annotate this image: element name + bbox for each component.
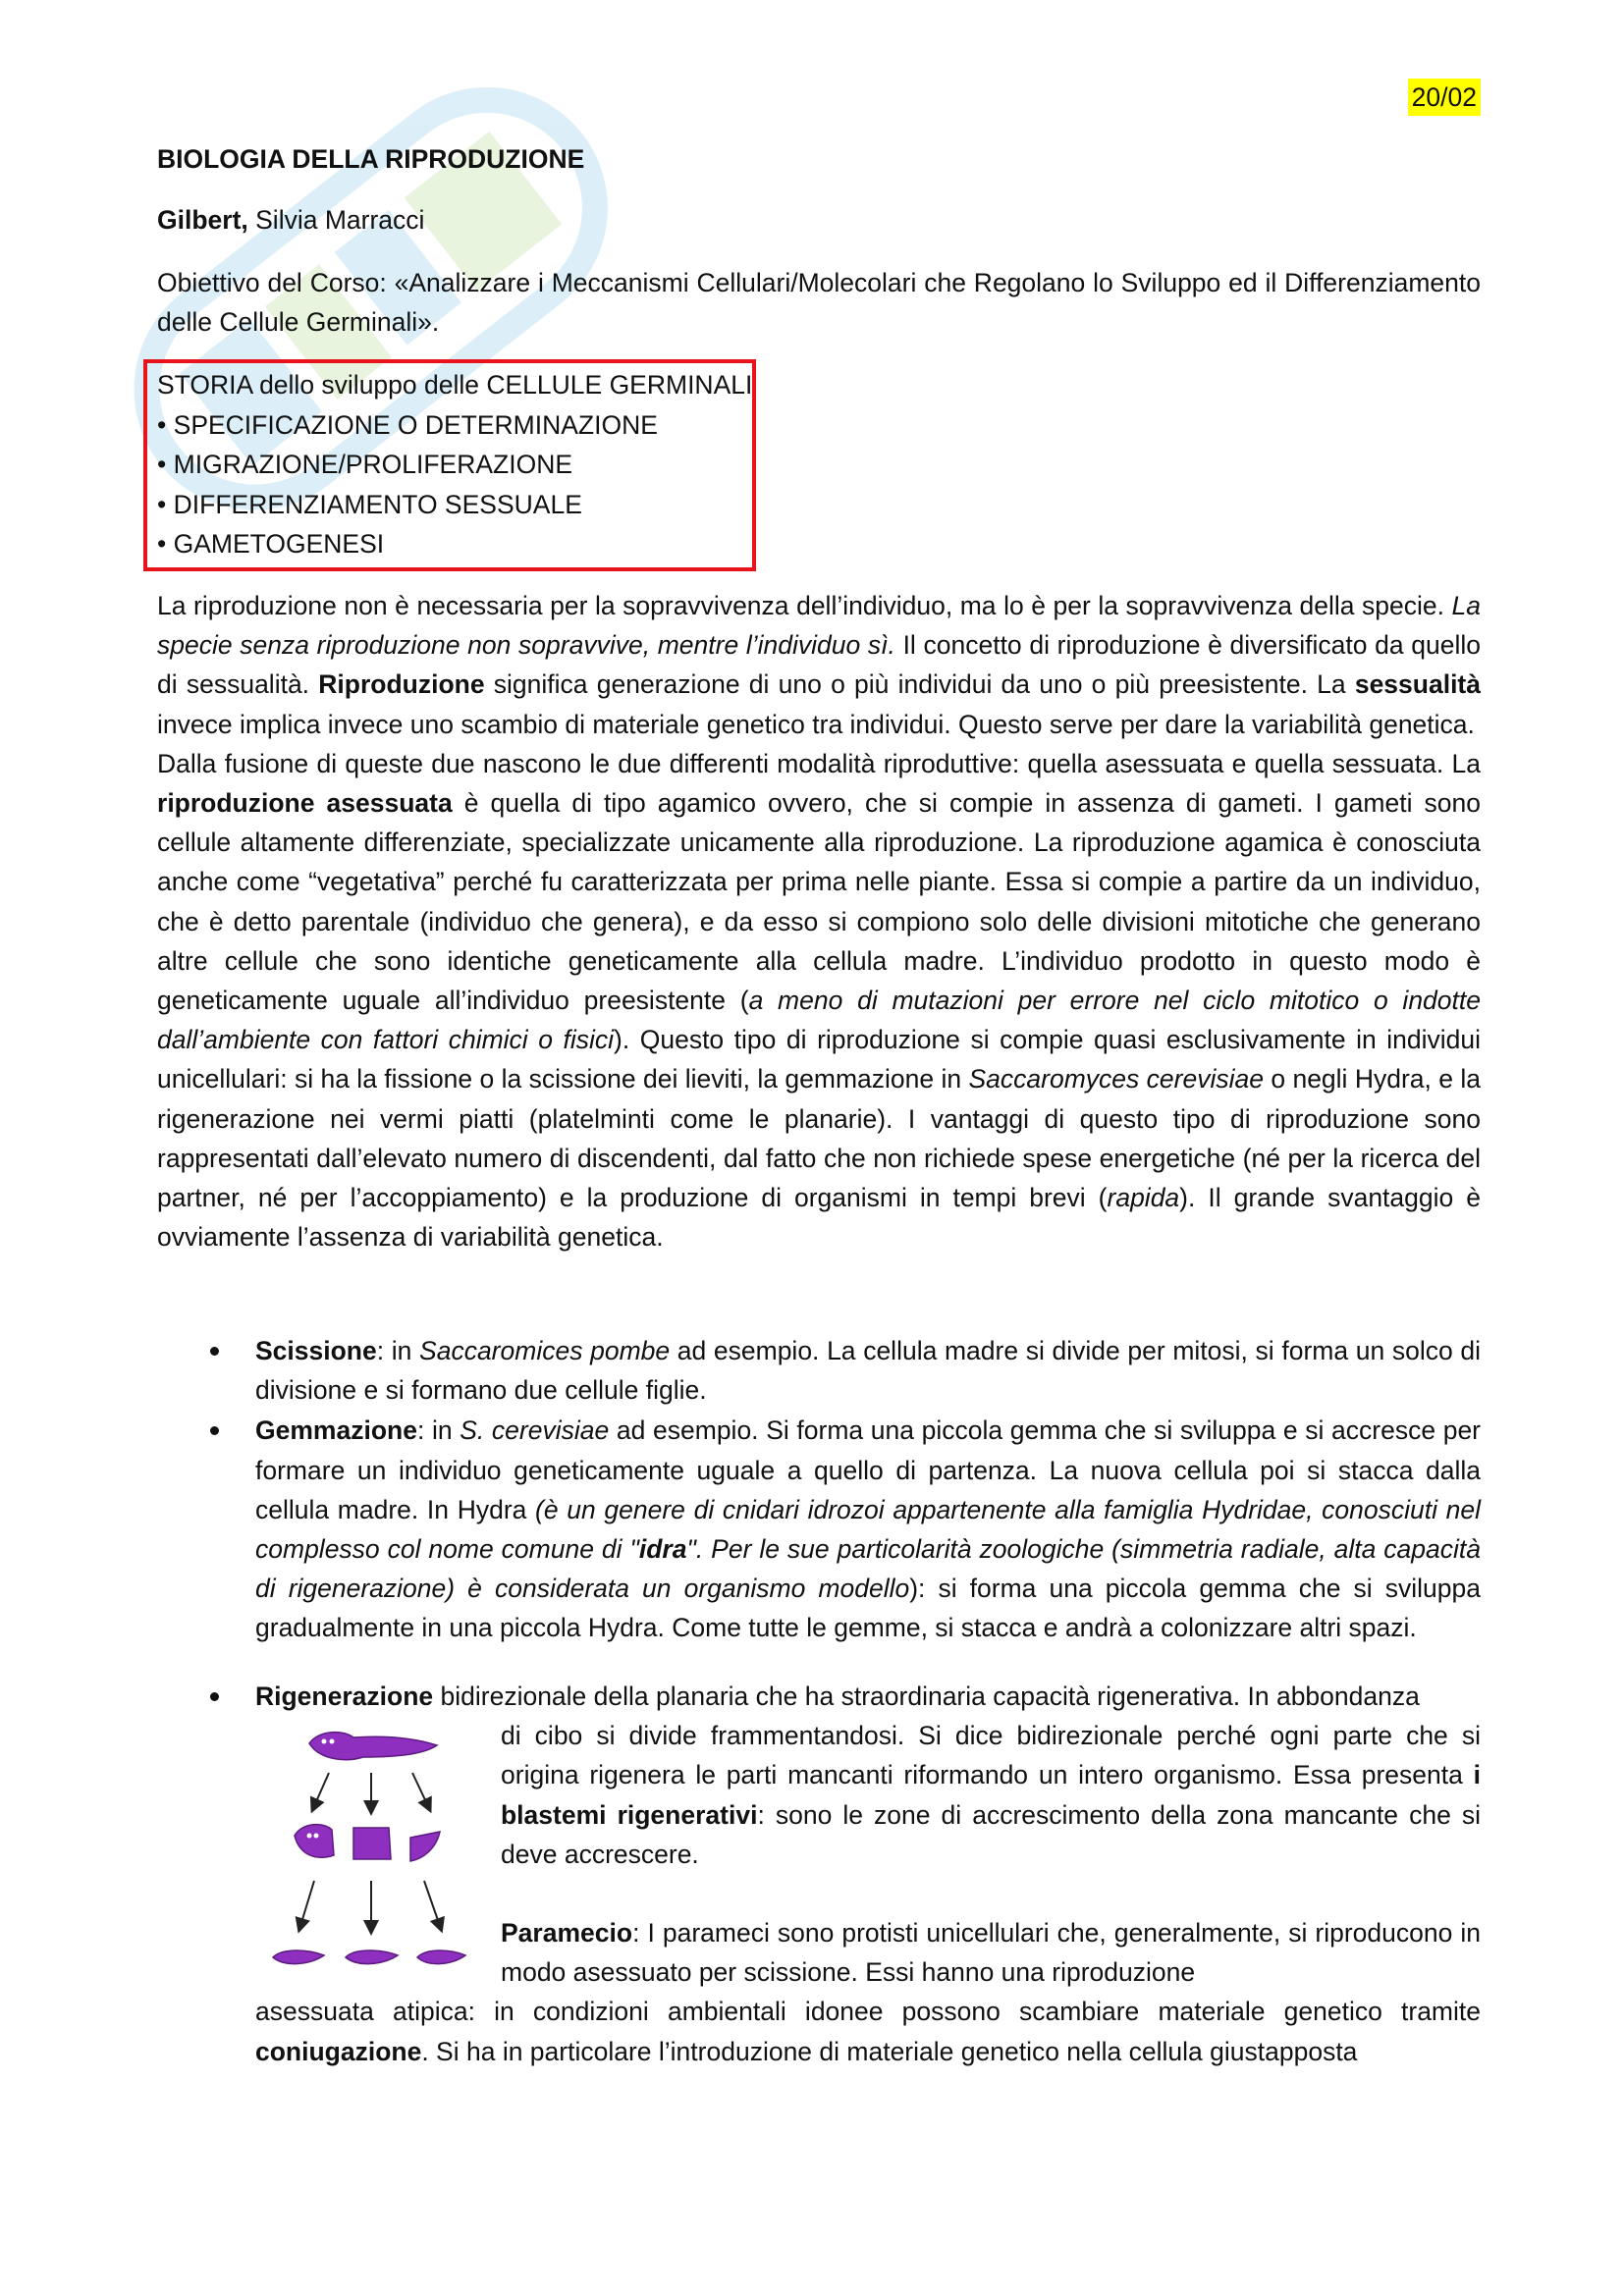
- arrow-icon: [314, 1773, 329, 1806]
- story-item: • DIFFERENZIAMENTO SESSUALE: [157, 489, 582, 519]
- arrow-icon: [424, 1881, 440, 1926]
- story-item: • GAMETOGENESI: [157, 529, 385, 559]
- paramecio-text-continued: asessuata atipica: in condizioni ambientali idonee possono scambiare materiale genetico tramite coniugazione. Si ha in particolare l’introduzione di materiale genetico nella cellula giustapposta: [255, 1997, 1481, 2066]
- author-teacher: Silvia Marracci: [247, 205, 425, 235]
- course-objective: Obiettivo del Corso: «Analizzare i Meccanismi Cellulari/Molecolari che Regolano lo Sviluppo ed il Differenziamento delle Cellule Germinali».: [157, 268, 1481, 338]
- arrow-icon: [300, 1881, 314, 1926]
- intro-paragraph-2: Dalla fusione di queste due nascono le due differenti modalità riproduttive: quella asessuata e quella sessuata. La riproduzione asessuata è quella di tipo agamico ovvero, che si compie in assenza di gameti. I gameti sono cellule altamente differenziate, specializzate unicamente alla riproduzione. La riproduzione agamica è conosciuta anche come “vegetativa” perché fu caratterizzata per prima nelle piante. Essa si compie a partire da un individuo, che è detto parentale (individuo che genera), e da esso si compiono solo delle divisioni mitotiche che generano altre cellule che sono identiche geneticamente alla cellula madre. L’individuo prodotto in questo modo è geneticamente uguale all’individuo preesistente (a meno di mutazioni per errore nel ciclo mitotico o indotte dall’ambiente con fattori chimici o fisici). Questo tipo di riproduzione si compie quasi esclusivamente in individui unicellulari: si ha la fissione o la scissione dei lieviti, la gemmazione in Saccaromyces cerevisiae o negli Hydra, e la rigenerazione nei vermi piatti (platelminti come le planarie). I vantaggi di questo tipo di riproduzione sono rappresentati dall’elevato numero di discendenti, dal fatto che non richiede spese energetiche (né per la ricerca del partner, né per l’accoppiamento) e la produzione di organismi in tempi brevi (rapida). Il grande svantaggio è ovviamente l’assenza di variabilità genetica.: [157, 748, 1482, 1253]
- story-item: • SPECIFICAZIONE O DETERMINAZIONE: [157, 409, 658, 440]
- planaria-regenerated-icon: [417, 1950, 465, 1964]
- arrow-icon: [412, 1773, 428, 1806]
- planaria-fragment-head-icon: [295, 1825, 334, 1858]
- document-title: BIOLOGIA DELLA RIPRODUZIONE: [157, 144, 585, 174]
- list-item-scissione: Scissione: in Saccaromices pombe ad esempio. La cellula madre si divide per mitosi, si forma un solco di divisione e si formano due cellule figlie.: [157, 1331, 1481, 1410]
- intro-paragraph-1: La riproduzione non è necessaria per la sopravvivenza dell’individuo, ma lo è per la sopravvivenza della specie. La specie senza riproduzione non sopravvive, mentre l’individuo sì. Il concetto di riproduzione è diversificato da quello di sessualità. Riproduzione significa generazione di uno o più individui da uno o più preesistente. La sessualità invece implica invece uno scambio di materiale genetico tra individui. Questo serve per dare la variabilità genetica.: [157, 591, 1481, 739]
- story-item: • MIGRAZIONE/PROLIFERAZIONE: [157, 450, 573, 479]
- document-page: [157, 0, 1481, 2296]
- planaria-whole-icon: [309, 1733, 437, 1760]
- regeneration-text: di cibo si divide frammentandosi. Si dice bidirezionale perché ogni parte che si origina rigenera le parti mancanti riformando un intero organismo. Essa presenta i blastemi rigenerativi: sono le zone di accrescimento della zona mancante che si deve accrescere.: [501, 1721, 1481, 1869]
- paramecio-text: Paramecio: I parameci sono protisti unicellulari che, generalmente, si riproducono in modo asessuato per scissione. Essi hanno una riproduzione: [501, 1918, 1481, 1988]
- story-heading: STORIA dello sviluppo delle CELLULE GERMINALI: [157, 370, 753, 400]
- planaria-regenerated-icon: [273, 1950, 324, 1964]
- list-item-rigenerazione: Rigenerazione bidirezionale della planaria che ha straordinaria capacità rigenerativa. In abbondanza: [157, 1677, 1481, 1716]
- reproduction-types-list: [157, 1331, 1481, 1649]
- planaria-fragment-middle-icon: [353, 1828, 391, 1859]
- date-highlight: 20/02: [1408, 79, 1481, 116]
- intro-text: [157, 586, 1481, 1256]
- planaria-regenerated-icon: [346, 1950, 398, 1964]
- author-book: Gilbert,: [157, 205, 248, 235]
- planaria-fragment-tail-icon: [410, 1832, 440, 1861]
- authors-line: [157, 200, 424, 240]
- list-item-gemmazione: Gemmazione: in S. cerevisiae ad esempio. Si forma una piccola gemma che si sviluppa e si accresce per formare un individuo geneticamente uguale a quello di partenza. La nuova cellula poi si stacca dalla cellula madre. In Hydra (è un genere di cnidari idrozoi appartenente alla famiglia Hydridae, conosciuti nel complesso col nome comune di "idra". Per le sue particolarità zoologiche (simmetria radiale, alta capacità di rigenerazione) è considerata un organismo modello): si forma una piccola gemma che si sviluppa gradualmente in una piccola Hydra. Come tutte le gemme, si stacca e andrà a colonizzare altri spazi.: [157, 1411, 1481, 1647]
- planaria-regeneration-figure: [255, 1716, 477, 1991]
- story-list: [157, 365, 752, 564]
